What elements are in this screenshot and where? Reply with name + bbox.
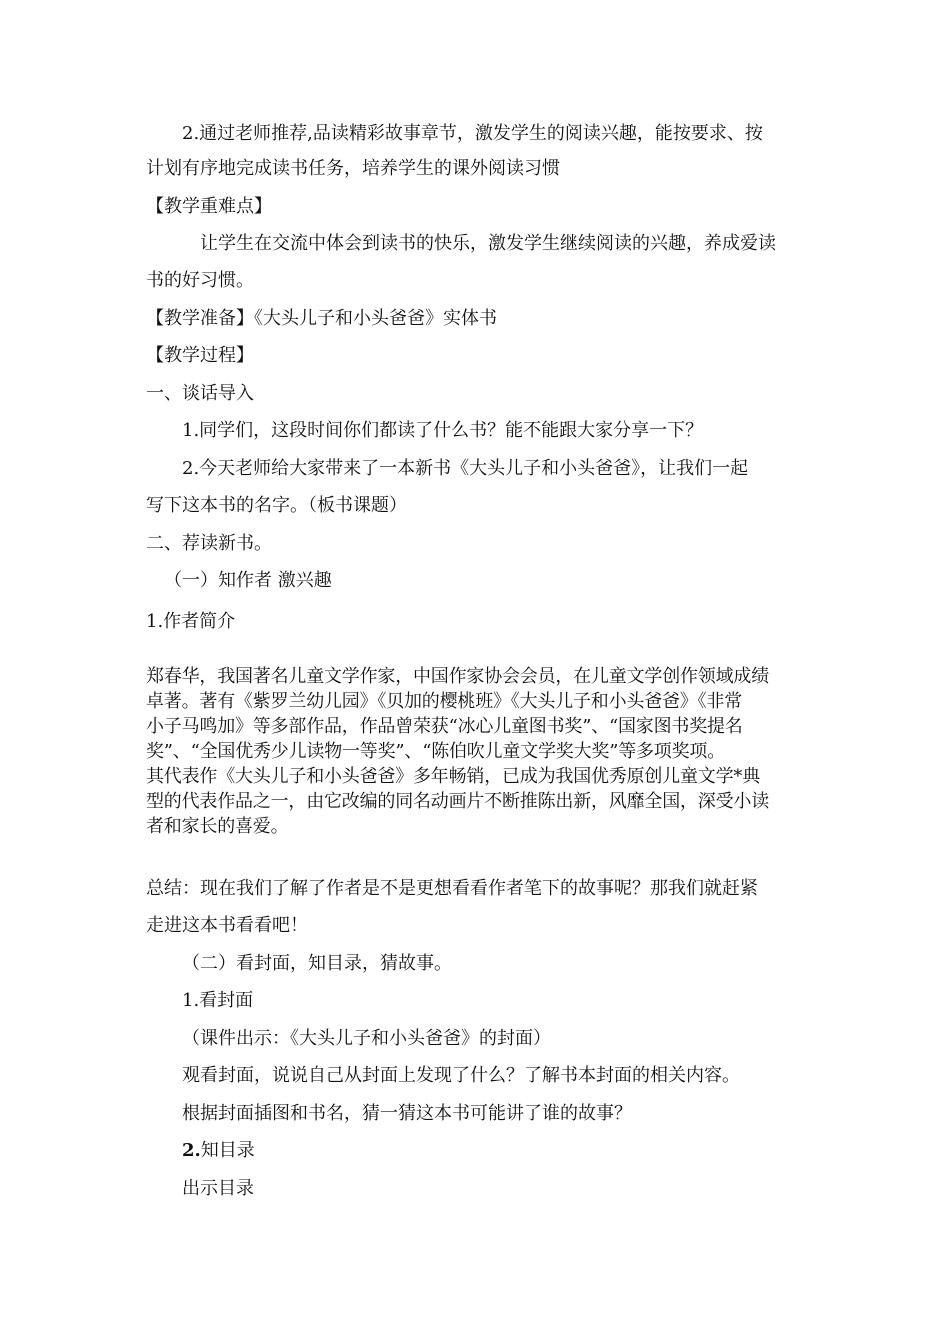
toc-title-text: 知目录 — [200, 1140, 255, 1161]
goal-2-line-1: 2.通过老师推荐,品读精彩故事章节，激发学生的阅读兴趣，能按要求、按 — [182, 123, 763, 144]
section-1-heading: 一、谈话导入 — [146, 383, 254, 404]
section-1-item-2-line-2: 写下这本书的名字。（板书课题） — [146, 495, 407, 516]
author-bio-line: 郑春华，我国著名儿童文学作家，中国作家协会会员，在儿童文学创作领域成绩 — [146, 666, 769, 687]
cover-guess-prompt: 根据封面插图和书名，猜一猜这本书可能讲了谁的故事？ — [182, 1103, 632, 1124]
subsection-1-heading: （一）知作者 激兴趣 — [164, 570, 332, 591]
section-1-item-2-line-1: 2.今天老师给大家带来了一本新书《大头儿子和小头爸爸》，让我们一起 — [182, 458, 749, 479]
author-bio-line: 其代表作《大头儿子和小头爸爸》多年畅销，已成为我国优秀原创儿童文学*典 — [146, 766, 760, 787]
subsection-2-heading: （二）看封面，知目录，猜故事。 — [182, 953, 452, 974]
author-intro-title: 1.作者简介 — [146, 611, 236, 632]
toc-title-number: 2. — [182, 1140, 201, 1161]
section-1-item-1: 1.同学们，这段时间你们都读了什么书？能不能跟大家分享一下？ — [182, 420, 704, 441]
cover-observe-prompt: 观看封面，说说自己从封面上发现了什么？了解书本封面的相关内容。 — [182, 1065, 740, 1086]
author-bio-line: 小子马鸣加》等多部作品，作品曾荣获“冰心儿童图书奖”、“国家图书奖提名 — [146, 716, 743, 737]
author-bio-line: 奖”、“全国优秀少儿读物一等奖”、“陈伯吹儿童文学奖大奖”等多项奖项。 — [146, 741, 726, 762]
key-points-line-2: 书的好习惯。 — [146, 270, 254, 291]
cover-courseware-note: （课件出示：《大头儿子和小头爸爸》的封面） — [182, 1028, 551, 1049]
toc-show-note: 出示目录 — [182, 1178, 254, 1199]
key-points-heading: 【教学重难点】 — [146, 196, 272, 217]
summary-line-2: 走进这本书看看吧！ — [146, 915, 308, 936]
author-bio-line: 卓著。著有《紫罗兰幼儿园》《贝加的樱桃班》《大头儿子和小头爸爸》《非常 — [146, 691, 742, 712]
key-points-line-1: 让学生在交流中体会到读书的快乐，激发学生继续阅读的兴趣，养成爱读 — [200, 233, 776, 254]
cover-title: 1.看封面 — [182, 990, 254, 1011]
toc-title — [182, 1139, 255, 1163]
summary-line-1: 总结：现在我们了解了作者是不是更想看看作者笔下的故事呢？那我们就赶紧 — [146, 878, 758, 899]
teaching-preparation: 【教学准备】《大头儿子和小头爸爸》实体书 — [146, 308, 497, 329]
teaching-process-heading: 【教学过程】 — [146, 345, 254, 366]
author-bio-line: 者和家长的喜爱。 — [146, 816, 289, 837]
goal-2-line-2: 计划有序地完成读书任务，培养学生的课外阅读习惯 — [146, 158, 560, 179]
author-bio-line: 型的代表作品之一，由它改编的同名动画片不断推陈出新，风靡全国，深受小读 — [146, 791, 769, 812]
section-2-heading: 二、荐读新书。 — [146, 533, 272, 554]
